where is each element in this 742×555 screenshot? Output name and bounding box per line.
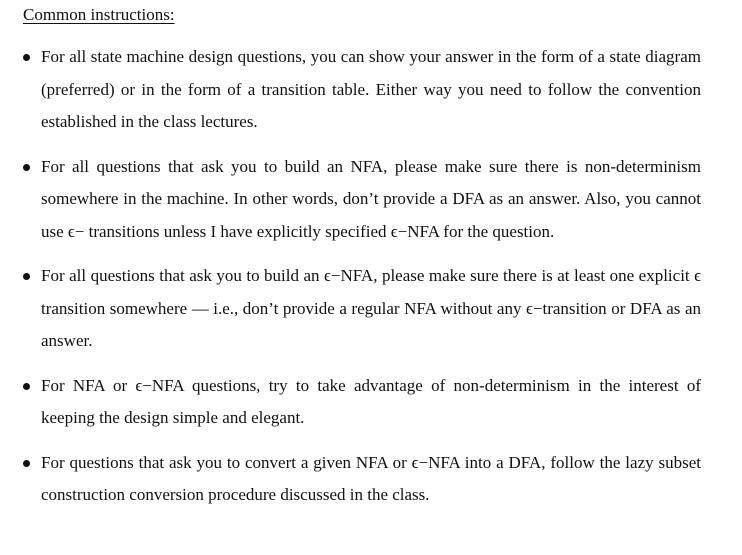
list-item xyxy=(0,370,701,435)
section-heading: Common instructions: xyxy=(23,5,175,24)
instruction-list xyxy=(0,41,742,524)
bullet-icon xyxy=(23,383,30,390)
list-item-text: For questions that ask you to convert a given NFA or ϵ−NFA into a DFA, follow the lazy subset construction conversion procedure discussed in the class. xyxy=(41,452,701,504)
list-item-text: For all questions that ask you to build an ϵ−NFA, please make sure there is at least one explicit ϵ transition somewhere — i.e., don’t provide a regular NFA without any ϵ−transition or DFA as an answer. xyxy=(41,266,701,350)
list-item xyxy=(0,41,701,139)
list-item-text: For NFA or ϵ−NFA questions, try to take advantage of non-determinism in the interest of keeping the design simple and elegant. xyxy=(41,375,701,427)
bullet-icon xyxy=(23,273,30,280)
bullet-icon xyxy=(23,460,30,467)
bullet-icon xyxy=(23,164,30,171)
list-item xyxy=(0,447,701,512)
list-item-text: For all questions that ask you to build an NFA, please make sure there is non-determinism somewhere in the machine. In other words, don’t provide a DFA as an answer. Also, you cannot use ϵ− transitions unless I have explicitly specified ϵ−NFA for the question. xyxy=(41,156,701,241)
list-item xyxy=(0,260,701,358)
list-item-text: For all state machine design questions, you can show your answer in the form of a state diagram (preferred) or in the form of a transition table. Either way you need to follow the convention established in the class lectures. xyxy=(41,47,701,131)
list-item xyxy=(0,151,701,249)
bullet-icon xyxy=(23,54,30,61)
